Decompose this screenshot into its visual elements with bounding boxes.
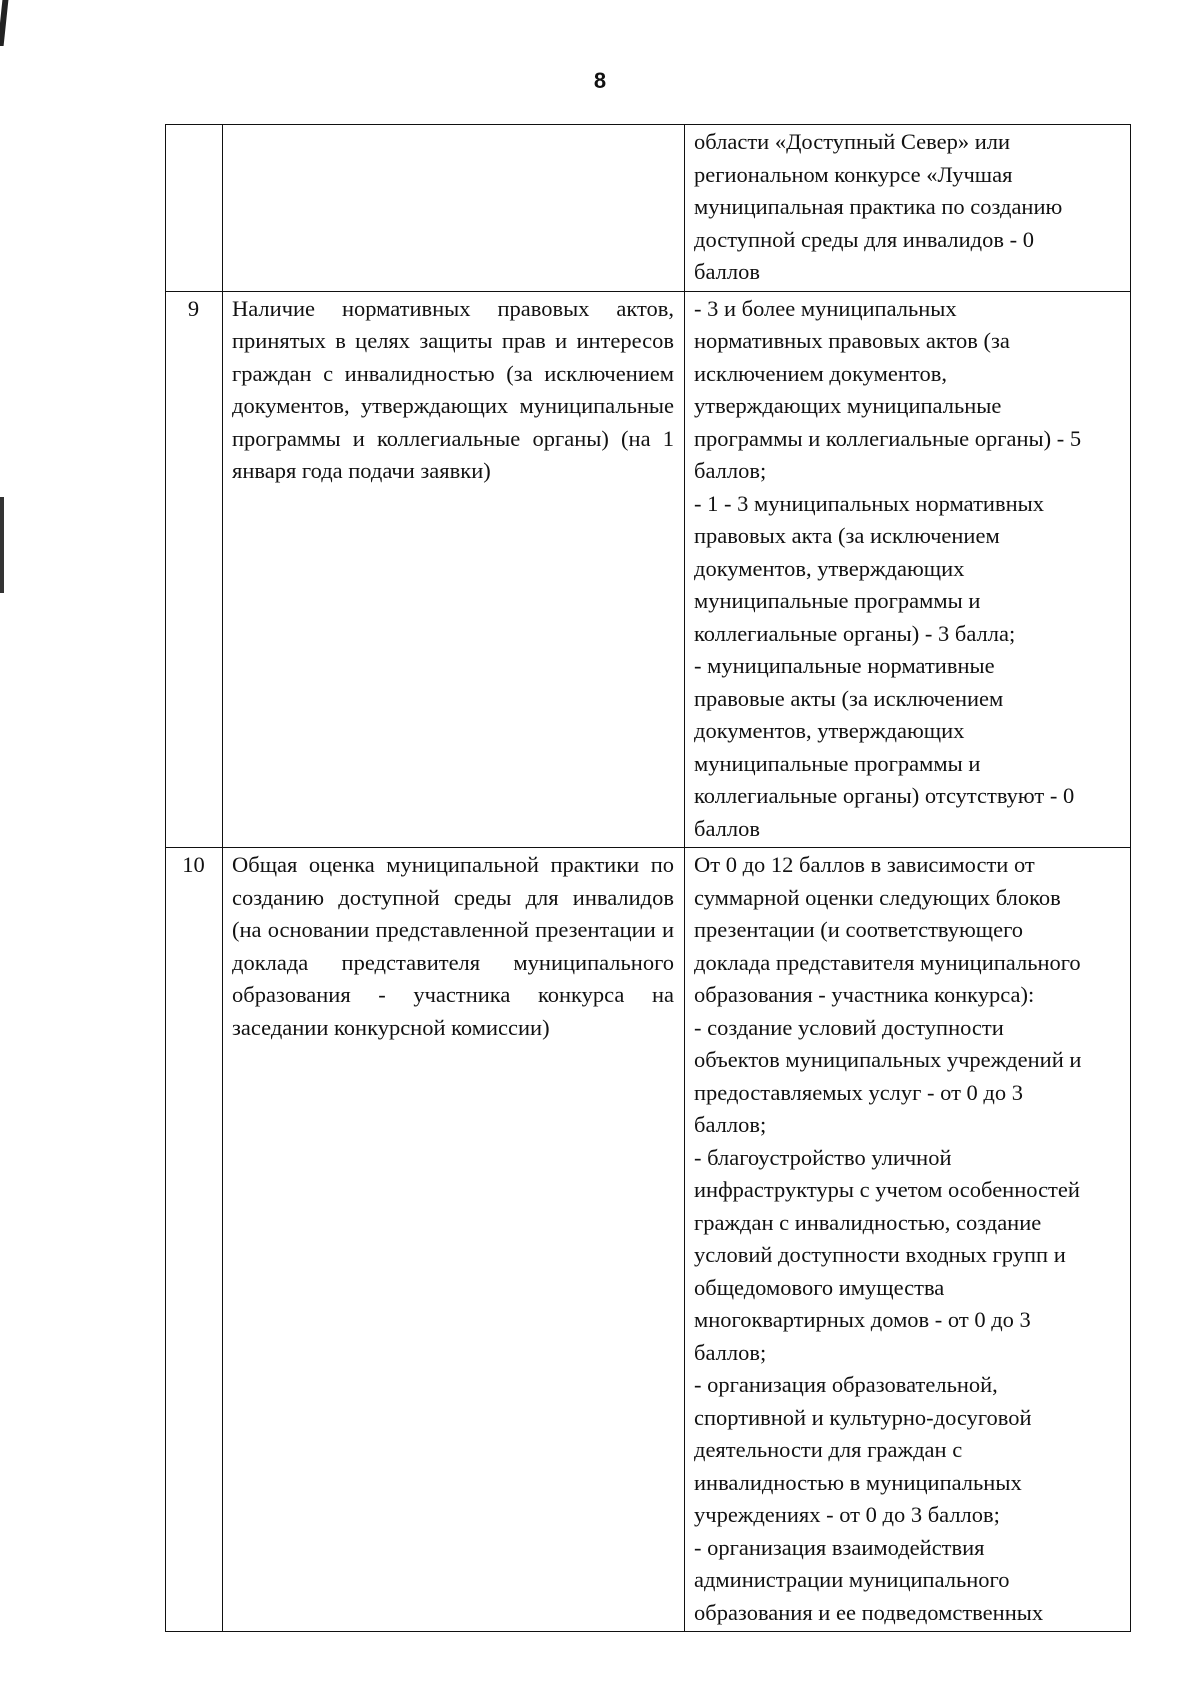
criteria-table-body <box>166 125 1131 1632</box>
score-line: учреждениях - от 0 до 3 баллов; <box>694 1502 1000 1527</box>
score-line: объектов муниципальных учреждений и <box>694 1047 1082 1072</box>
score-line: инвалидностью в муниципальных <box>694 1469 1022 1495</box>
score-line: исключением документов, <box>694 360 947 386</box>
score-line: доступной среды для инвалидов - 0 <box>694 226 1034 252</box>
score-line: граждан с инвалидностью, создание <box>694 1209 1042 1235</box>
score-line: администрации муниципального <box>694 1567 1010 1592</box>
score-line: баллов <box>694 815 760 841</box>
page-number: 8 <box>593 68 607 93</box>
scan-artifact-edge <box>0 497 4 593</box>
score-line: условий доступности входных групп и <box>694 1242 1066 1267</box>
score-line: - 3 и более муниципальных <box>694 295 957 321</box>
score-line: - благоустройство уличной <box>694 1144 952 1170</box>
score-description <box>685 125 1131 292</box>
score-line: муниципальные программы и <box>694 588 981 613</box>
score-line: баллов; <box>694 458 767 483</box>
row-number: 9 <box>166 291 223 848</box>
score-line: документов, утверждающих <box>694 718 965 743</box>
table-row <box>166 125 1131 292</box>
table-row <box>166 848 1131 1632</box>
row-number <box>166 125 223 292</box>
criterion-name: Наличие нормативных правовых актов, принятых в целях защиты прав и интересов граждан с инвалидностью (за исключением документов, утверждающих муниципальные программы и коллегиальные органы) (на 1 января года подачи заявки) <box>223 291 685 848</box>
score-line: документов, утверждающих <box>694 555 965 581</box>
criterion-name <box>223 125 685 292</box>
score-line: доклада представителя муниципального <box>694 949 1081 975</box>
score-line: образования - участника конкурса): <box>694 982 1035 1007</box>
scan-artifact-mark <box>0 0 8 46</box>
score-line: баллов <box>694 259 760 284</box>
score-line: спортивной и культурно-досуговой <box>694 1404 1032 1430</box>
score-line: многоквартирных домов - от 0 до 3 <box>694 1307 1031 1332</box>
score-description <box>685 291 1131 848</box>
score-line: - муниципальные нормативные <box>694 653 995 678</box>
score-line: - организация взаимодействия <box>694 1534 985 1560</box>
table-row <box>166 291 1131 848</box>
score-line: коллегиальные органы) - 3 балла; <box>694 620 1016 646</box>
score-line: утверждающих муниципальные <box>694 393 1002 418</box>
score-line: коллегиальные органы) отсутствуют - 0 <box>694 783 1075 808</box>
score-line: муниципальные программы и <box>694 750 981 776</box>
score-line: программы и коллегиальные органы) - 5 <box>694 425 1082 451</box>
score-line: От 0 до 12 баллов в зависимости от <box>694 852 1035 877</box>
score-line: общедомового имущества <box>694 1274 945 1300</box>
score-description <box>685 848 1131 1632</box>
score-line: презентации (и соответствующего <box>694 917 1024 942</box>
row-number: 10 <box>166 848 223 1632</box>
score-line: - создание условий доступности <box>694 1014 1004 1040</box>
criterion-name: Общая оценка муниципальной практики по созданию доступной среды для инвалидов (на основании представленной презентации и доклада представителя муниципального образования - участника конкурса на заседании конкурсной комиссии) <box>223 848 685 1632</box>
score-line: предоставляемых услуг - от 0 до 3 <box>694 1079 1023 1105</box>
score-line: - 1 - 3 муниципальных нормативных <box>694 490 1044 516</box>
score-line: образования и ее подведомственных <box>694 1599 1044 1625</box>
score-line: инфраструктуры с учетом особенностей <box>694 1177 1080 1202</box>
criteria-table <box>165 124 1131 1632</box>
score-line: правовых акта (за исключением <box>694 523 1000 548</box>
score-line: региональном конкурсе «Лучшая <box>694 161 1013 187</box>
score-line: нормативных правовых актов (за <box>694 328 1010 353</box>
score-line: - организация образовательной, <box>694 1372 998 1397</box>
score-line: области «Доступный Север» или <box>694 129 1011 154</box>
score-line: суммарной оценки следующих блоков <box>694 884 1061 910</box>
score-line: правовые акты (за исключением <box>694 685 1004 711</box>
score-line: баллов; <box>694 1112 767 1137</box>
score-line: баллов; <box>694 1339 767 1365</box>
score-line: муниципальная практика по созданию <box>694 194 1063 219</box>
score-line: деятельности для граждан с <box>694 1437 963 1462</box>
